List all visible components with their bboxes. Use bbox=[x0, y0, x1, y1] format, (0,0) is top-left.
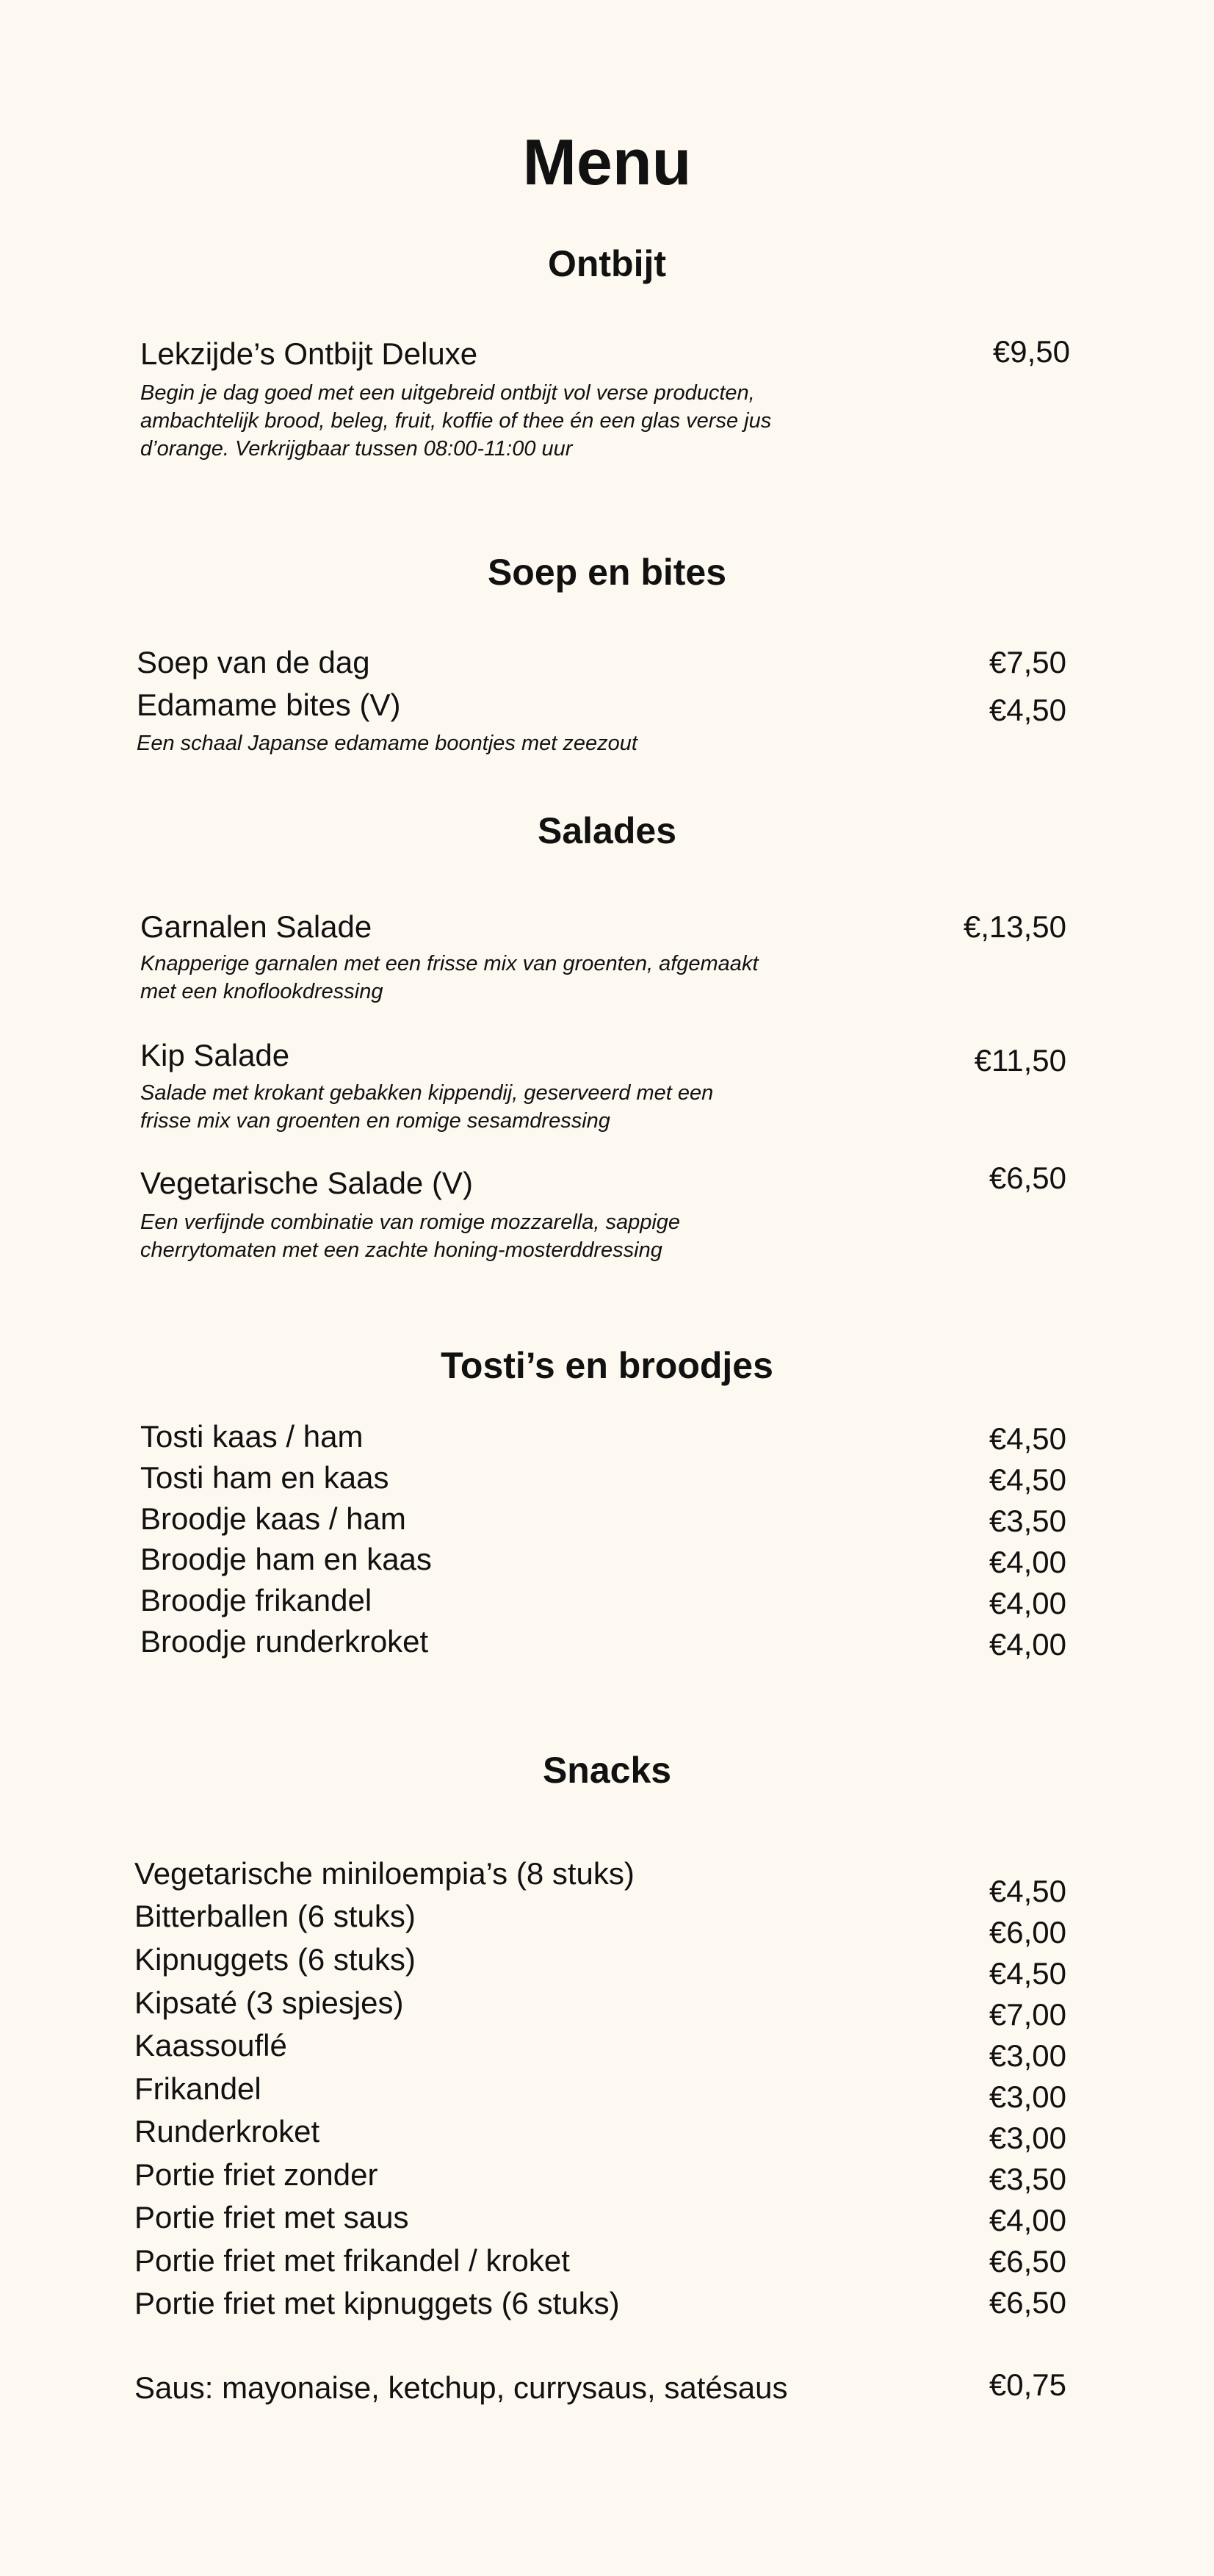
sauce-line: Saus: mayonaise, ketchup, currysaus, satésaus bbox=[134, 2370, 788, 2405]
item-description: Begin je dag goed met een uitgebreid ontbijt vol verse producten, ambachtelijk brood, beleg, fruit, koffie of thee én een glas verse jus d’orange. Verkrijgbaar tussen 08:00-11:00 uur bbox=[140, 381, 772, 461]
item-name: Kip Salade bbox=[140, 1038, 290, 1072]
item-price: €6,50 bbox=[989, 1161, 1066, 1195]
item-price: €,13,50 bbox=[963, 909, 1066, 944]
section-title-snacks: Snacks bbox=[542, 1750, 672, 1791]
item-price: €3,00 bbox=[989, 2038, 1066, 2073]
item-name: Lekzijde’s Ontbijt Deluxe bbox=[140, 336, 478, 371]
item-price: €6,50 bbox=[989, 2285, 1066, 2320]
item-description: Een verfijnde combinatie van romige mozzarella, sappige cherrytomaten met een zachte honing-mosterddressing bbox=[140, 1211, 681, 1262]
item-price: €4,50 bbox=[989, 1421, 1066, 1456]
item-name: Broodje ham en kaas bbox=[140, 1542, 432, 1576]
item-price: €3,50 bbox=[989, 1504, 1066, 1538]
item-name: Portie friet met saus bbox=[134, 2200, 409, 2234]
item-price: €4,00 bbox=[989, 1627, 1066, 1662]
item-name: Broodje runderkroket bbox=[140, 1624, 429, 1659]
item-price: €3,00 bbox=[989, 2121, 1066, 2155]
item-name: Portie friet zonder bbox=[134, 2157, 378, 2192]
item-price: €11,50 bbox=[974, 1043, 1066, 1078]
item-price: €4,00 bbox=[989, 1586, 1066, 1620]
item-description: Een schaal Japanse edamame boontjes met zeezout bbox=[137, 732, 637, 755]
item-name: Runderkroket bbox=[134, 2114, 320, 2149]
item-name: Broodje frikandel bbox=[140, 1583, 372, 1617]
item-name: Frikandel bbox=[134, 2071, 261, 2106]
sauce-price: €0,75 bbox=[989, 2367, 1066, 2402]
item-price: €4,00 bbox=[989, 2203, 1066, 2237]
section-title-tostis: Tosti’s en broodjes bbox=[441, 1345, 773, 1386]
item-name: Tosti kaas / ham bbox=[140, 1419, 364, 1454]
item-name: Kipsaté (3 spiesjes) bbox=[134, 1985, 404, 2020]
item-name: Edamame bites (V) bbox=[137, 688, 401, 722]
item-price: €4,50 bbox=[989, 1874, 1066, 1908]
item-name: Kipnuggets (6 stuks) bbox=[134, 1942, 416, 1977]
item-name: Broodje kaas / ham bbox=[140, 1501, 406, 1536]
item-name: Tosti ham en kaas bbox=[140, 1460, 389, 1495]
item-name: Bitterballen (6 stuks) bbox=[134, 1899, 416, 1933]
item-name: Vegetarische miniloempia’s (8 stuks) bbox=[134, 1856, 635, 1891]
item-name: Vegetarische Salade (V) bbox=[140, 1166, 473, 1200]
item-price: €9,50 bbox=[992, 334, 1070, 369]
item-name: Kaassouflé bbox=[134, 2028, 287, 2063]
item-price: €7,00 bbox=[989, 1997, 1066, 2032]
section-title-soep: Soep en bites bbox=[487, 552, 727, 593]
item-price: €4,50 bbox=[989, 693, 1066, 727]
item-price: €3,00 bbox=[989, 2079, 1066, 2114]
item-name: Portie friet met kipnuggets (6 stuks) bbox=[134, 2286, 620, 2320]
item-price: €3,50 bbox=[989, 2162, 1066, 2196]
item-description: Salade met krokant gebakken kippendij, geserveerd met een frisse mix van groenten en romige sesamdressing bbox=[140, 1081, 714, 1133]
item-name: Soep van de dag bbox=[137, 645, 370, 679]
page-title: Menu bbox=[522, 126, 692, 198]
section-title-salades: Salades bbox=[537, 810, 676, 851]
section-title-ontbijt: Ontbijt bbox=[547, 243, 667, 284]
item-price: €4,50 bbox=[989, 1462, 1066, 1497]
item-price: €6,50 bbox=[989, 2244, 1066, 2279]
item-price: €6,00 bbox=[989, 1915, 1066, 1949]
item-price: €7,50 bbox=[989, 645, 1066, 679]
item-description: Knapperige garnalen met een frisse mix van groenten, afgemaakt met een knoflookdressing bbox=[140, 952, 759, 1003]
item-name: Portie friet met frikandel / kroket bbox=[134, 2243, 570, 2278]
item-price: €4,50 bbox=[989, 1956, 1066, 1991]
item-price: €4,00 bbox=[989, 1545, 1066, 1579]
item-name: Garnalen Salade bbox=[140, 909, 372, 944]
